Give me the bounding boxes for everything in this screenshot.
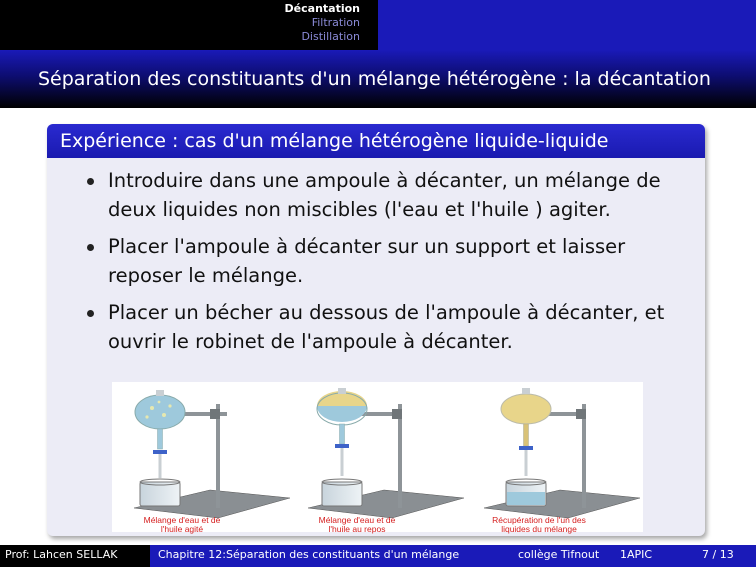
footer-page-number[interactable]: 7 / 13 — [702, 548, 734, 561]
decantation-apparatus-drawing — [112, 382, 643, 532]
list-item-text: Introduire dans une ampoule à décanter, un mélange de deux liquides non miscibles (l'eau et l'huile ) agiter. — [108, 169, 661, 221]
frame-title-bar — [0, 50, 756, 108]
caption-line: l'huile au repos — [328, 524, 386, 534]
footer-chapter: Chapitre 12:Séparation des constituants d'un mélange — [158, 548, 460, 561]
section-navigation — [0, 2, 378, 44]
frame-title: Séparation des constituants d'un mélange hétérogène : la décantation — [38, 68, 711, 90]
decantation-illustration — [112, 382, 643, 532]
bullet-icon — [87, 244, 94, 251]
footer-level: 1APIC — [620, 548, 653, 561]
caption-line: liquides du mélange — [501, 524, 577, 534]
nav-section-filtration[interactable]: Filtration — [311, 16, 360, 29]
bullet-icon — [87, 310, 94, 317]
apparatus-agitated — [134, 390, 290, 518]
footer-info-panel — [150, 545, 756, 567]
instruction-list — [85, 166, 695, 364]
apparatus-at-rest — [308, 388, 464, 518]
nav-section-distillation[interactable]: Distillation — [301, 30, 360, 43]
footer-author: Prof: Lahcen SELLAK — [5, 548, 118, 561]
nav-section-decantation[interactable]: Décantation — [284, 2, 360, 15]
caption-line: Mélange d'eau et de — [318, 515, 396, 525]
footer-author-panel — [0, 545, 150, 567]
block-title: Expérience : cas d'un mélange hétérogène liquide-liquide — [47, 124, 705, 158]
list-item — [85, 166, 695, 224]
list-item-text: Placer l'ampoule à décanter sur un support et laisser reposer le mélange. — [108, 235, 626, 287]
apparatus-recovery — [484, 388, 640, 518]
caption-line: Mélange d'eau et de — [143, 515, 221, 525]
caption-recovery — [474, 516, 604, 534]
caption-line: Récupération de l'un des — [492, 515, 586, 525]
caption-line: l'huile agité — [160, 524, 204, 534]
list-item-text: Placer un bécher au dessous de l'ampoule à décanter, et ouvrir le robinet de l'ampoule à décanter. — [108, 301, 665, 353]
list-item — [85, 232, 695, 290]
footer-bar — [0, 545, 756, 567]
caption-at-rest — [292, 516, 422, 534]
list-item — [85, 298, 695, 356]
footer-school: collège Tifnout — [518, 548, 600, 561]
caption-agitated — [117, 516, 247, 534]
bullet-icon — [87, 178, 94, 185]
header-navigation-bar — [0, 0, 756, 50]
header-right-panel — [378, 0, 756, 50]
